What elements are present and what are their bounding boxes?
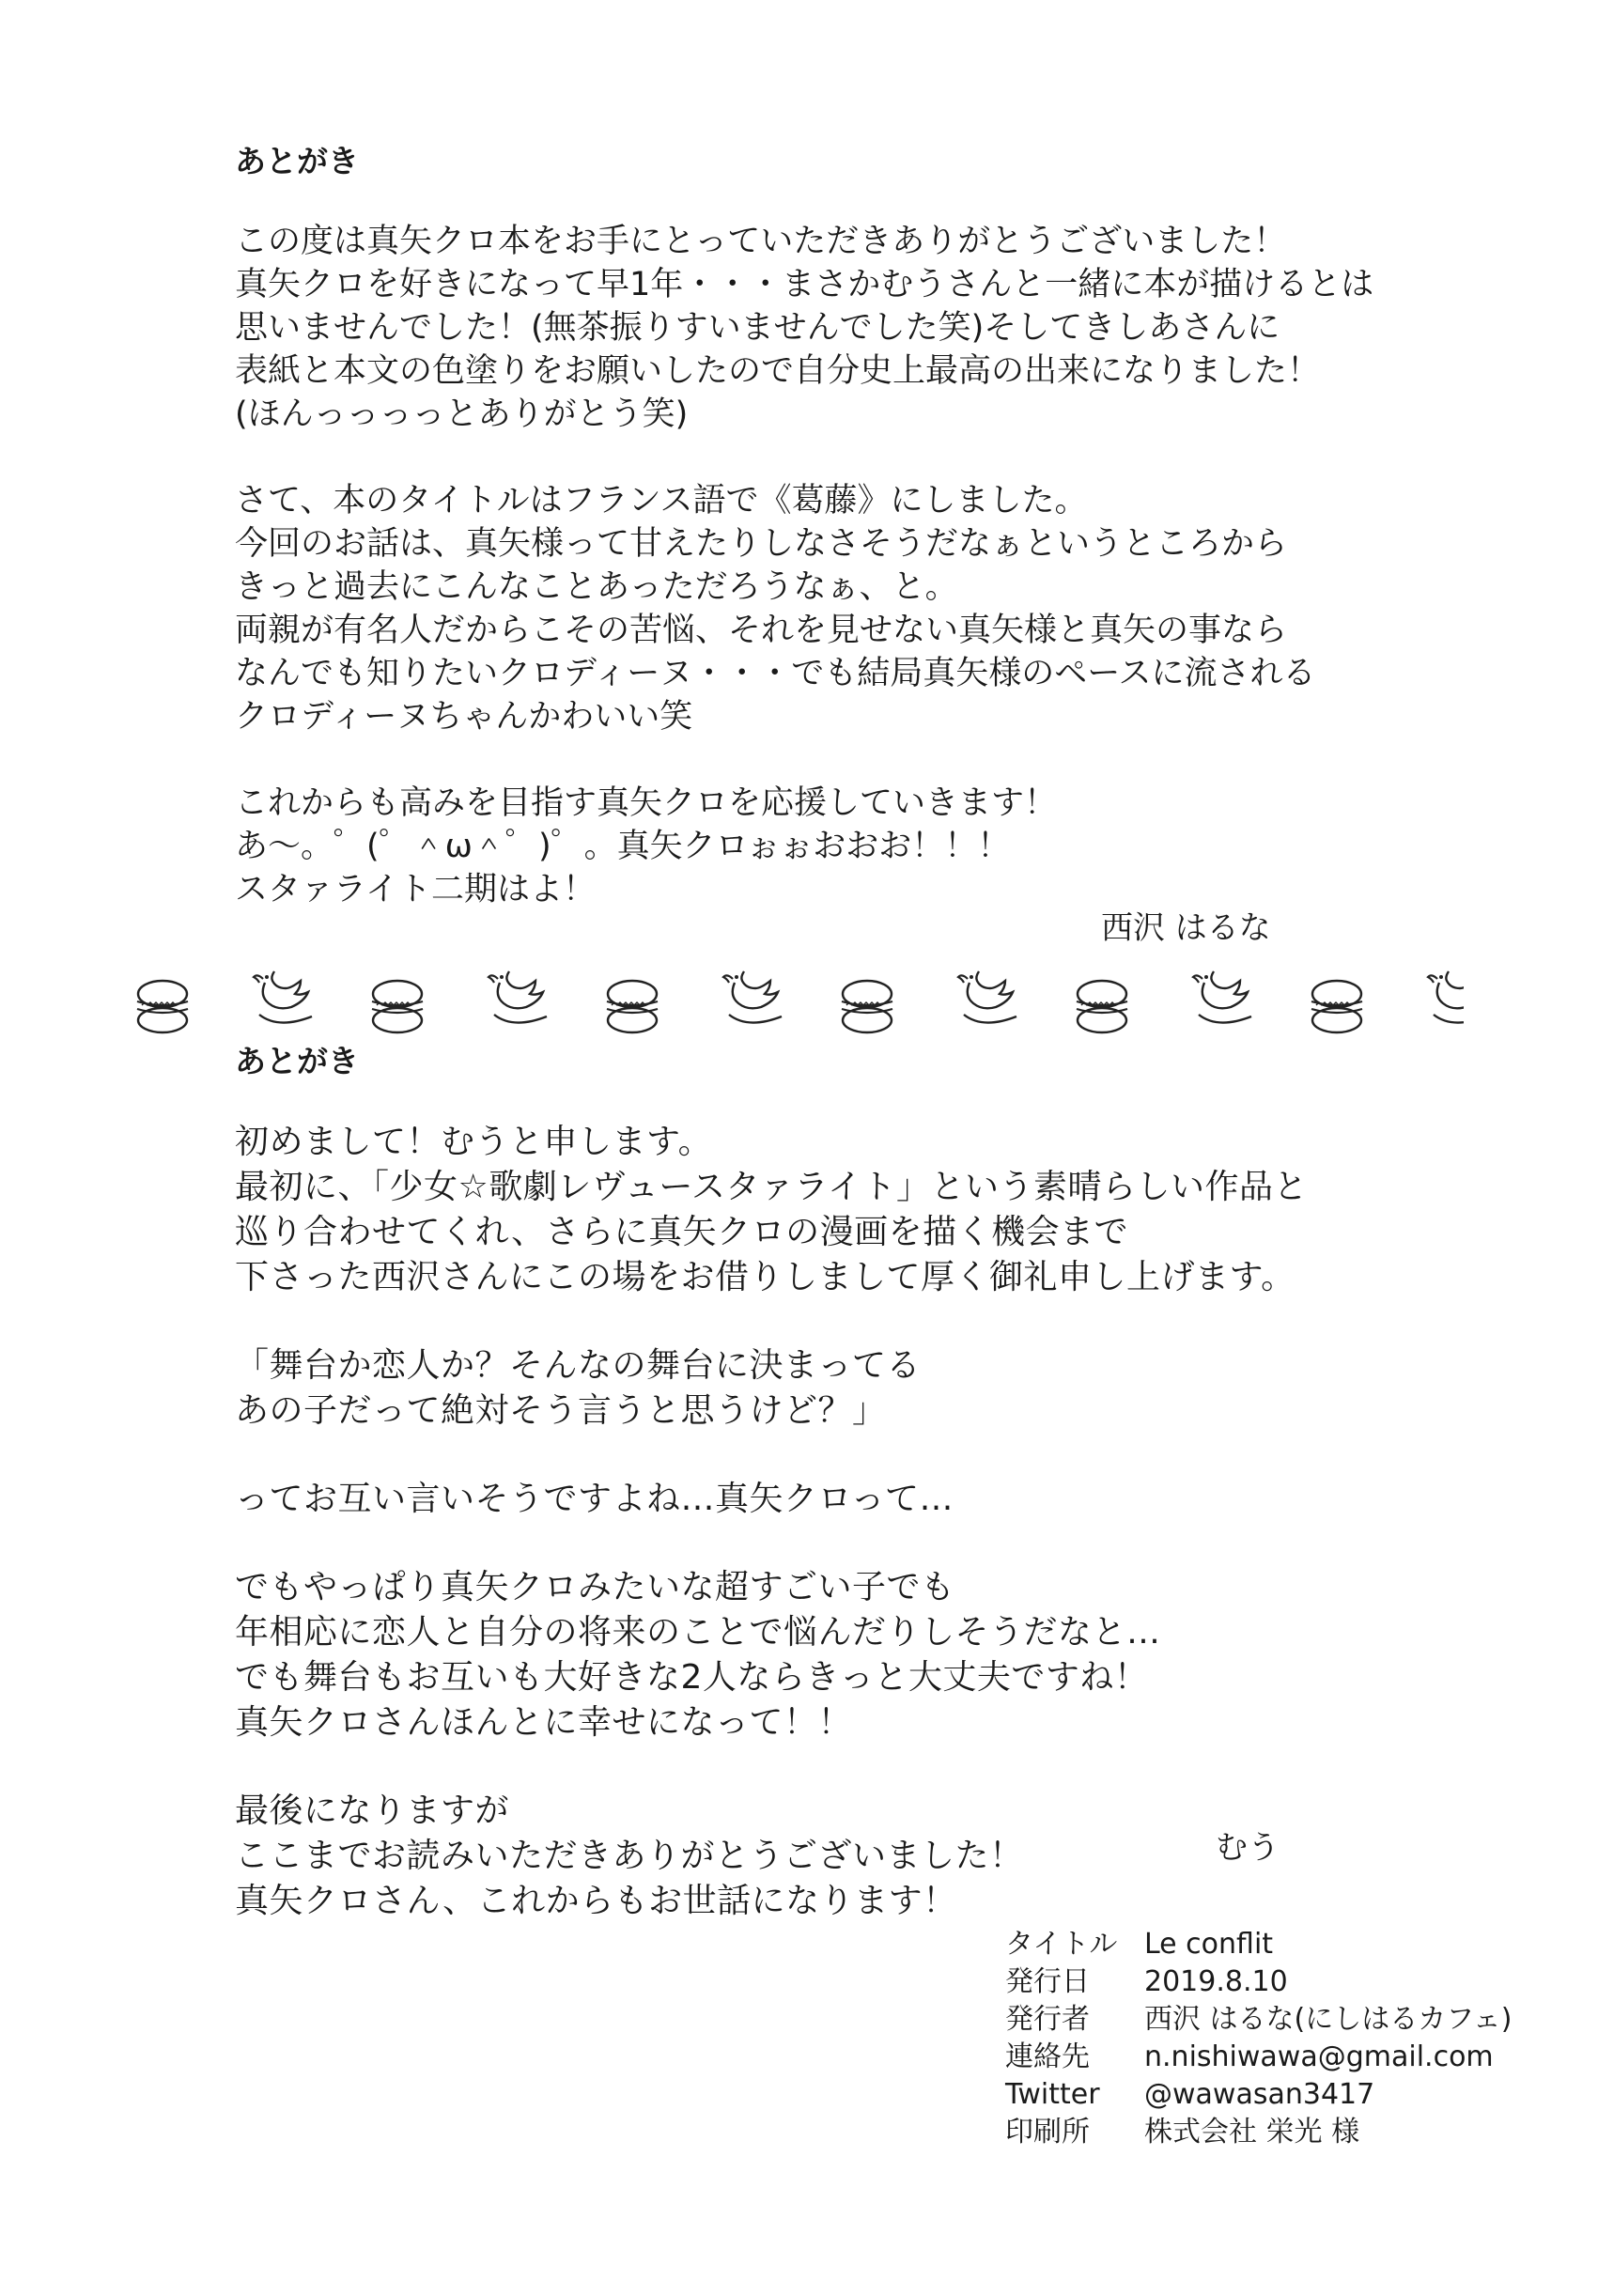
colophon-row	[1005, 2001, 1531, 2039]
text-line: (ほんっっっっとありがとう笑)	[235, 396, 689, 433]
paragraph	[235, 1565, 1456, 1745]
paragraph	[235, 1343, 1456, 1434]
paragraph	[235, 782, 1456, 911]
signature: むう	[1216, 1829, 1280, 1867]
colophon-value: 2019.8.10	[1144, 1965, 1288, 1998]
macaron-icon	[137, 981, 188, 1032]
text-line: 下さった西沢さんにこの場をお借りしまして厚く御礼申し上げます。	[235, 1258, 1295, 1296]
text-line: 最初に、「少女☆歌劇レヴュースタァライト」という素晴らしい作品と	[235, 1168, 1308, 1206]
paragraph	[235, 479, 1456, 738]
text-line: 真矢クロさんほんとに幸せになって！！	[235, 1703, 853, 1742]
swan-icon	[958, 971, 1016, 1023]
colophon-value: Le conflit	[1144, 1928, 1274, 1961]
colophon-label: 発行者	[1005, 2003, 1090, 2036]
text-line: この度は真矢クロ本をお手にとっていただきありがとうございました！	[235, 223, 1287, 260]
colophon-label: 発行日	[1005, 1965, 1090, 1998]
macaron-icon	[1077, 981, 1127, 1032]
swan-icon	[1428, 971, 1464, 1023]
macaron-icon	[372, 981, 423, 1032]
colophon-label: 印刷所	[1005, 2116, 1090, 2149]
text-line: 初めまして！むうと申します。	[235, 1123, 713, 1161]
text-line: ってお互い言いそうですよね…真矢クロって…	[235, 1480, 954, 1518]
text-line: 最後になりますが	[235, 1792, 510, 1830]
swan-icon	[489, 971, 547, 1023]
colophon-label: 連絡先	[1005, 2040, 1090, 2073]
macaron-icon	[607, 981, 658, 1032]
macaron-icon	[842, 981, 892, 1032]
swan-icon	[723, 971, 782, 1023]
text-line: 年相応に恋人と自分の将来のことで悩んだりしそうだなと…	[235, 1613, 1161, 1652]
doodle-divider	[130, 960, 1464, 1045]
colophon-value: n.nishiwawa@gmail.com	[1144, 2040, 1494, 2073]
text-line: 真矢クロを好きになって早1年・・・まさかむうさんと一緒に本が描けるとは	[235, 266, 1374, 303]
text-line: クロディーヌちゃんかわいい笑	[235, 698, 693, 736]
afterword-heading: あとがき	[235, 1043, 359, 1079]
text-line: なんでも知りたいクロディーヌ・・・でも結局真矢様のペースに流される	[235, 655, 1316, 692]
text-line: でもやっぱり真矢クロみたいな超すごい子でも	[235, 1568, 955, 1606]
text-line: あの子だって絶対そう言うと思うけど？」	[235, 1391, 887, 1430]
text-line: でも舞台もお互いも大好きな2人ならきっと大丈夫ですね！	[235, 1658, 1149, 1697]
text-line: 真矢クロさん、これからもお世話になります！	[235, 1882, 957, 1920]
signature: 西沢 はるな	[1101, 909, 1271, 947]
colophon-row	[1005, 1963, 1531, 2001]
colophon	[1005, 1926, 1531, 2151]
text-line: スタァライト二期はよ！	[235, 871, 596, 908]
text-line: ここまでお読みいただきありがとうございました！	[235, 1837, 1024, 1875]
paragraph	[235, 1477, 1456, 1522]
colophon-value: @wawasan3417	[1144, 2078, 1375, 2111]
text-line: 両親が有名人だからこその苦悩、それを見せない真矢様と真矢の事なら	[235, 612, 1288, 649]
colophon-value: 株式会社 栄光 様	[1144, 2116, 1360, 2149]
swan-icon	[254, 971, 312, 1023]
text-line: 巡り合わせてくれ、さらに真矢クロの漫画を描く機会まで	[235, 1213, 1129, 1251]
paragraph	[235, 220, 1456, 436]
text-line: 表紙と本文の色塗りをお願いしたので自分史上最高の出来になりました！	[235, 352, 1321, 390]
text-line: あ～。゜(゜＾ω＾゜)゜。真矢クロぉぉおおお！！！	[235, 828, 1011, 865]
text-line: きっと過去にこんなことあっただろうなぁ、と。	[235, 568, 958, 606]
text-line: 思いませんでした！(無茶振りすいませんでした笑)そしてきしあさんに	[235, 309, 1280, 347]
afterword-section-1	[235, 141, 1456, 954]
text-line: さて、本のタイトルはフランス語で《葛藤》にしました。	[235, 482, 1088, 520]
macaron-icon	[1311, 981, 1362, 1032]
colophon-row	[1005, 2076, 1531, 2114]
colophon-value: 西沢 はるな(にしはるカフェ)	[1144, 2003, 1513, 2036]
text-line: 今回のお話は、真矢様って甘えたりしなさそうだなぁというところから	[235, 525, 1288, 563]
colophon-label: タイトル	[1005, 1928, 1118, 1961]
paragraph	[235, 1120, 1456, 1300]
colophon-row	[1005, 2114, 1531, 2151]
colophon-row	[1005, 1926, 1531, 1963]
afterword-heading: あとがき	[235, 143, 359, 179]
swan-icon	[1193, 971, 1251, 1023]
text-line: これからも高みを目指す真矢クロを応援していきます！	[235, 784, 1058, 822]
colophon-row	[1005, 2039, 1531, 2076]
colophon-label: Twitter	[1005, 2078, 1100, 2111]
text-line: 「舞台か恋人か？そんなの舞台に決まってる	[235, 1346, 922, 1385]
